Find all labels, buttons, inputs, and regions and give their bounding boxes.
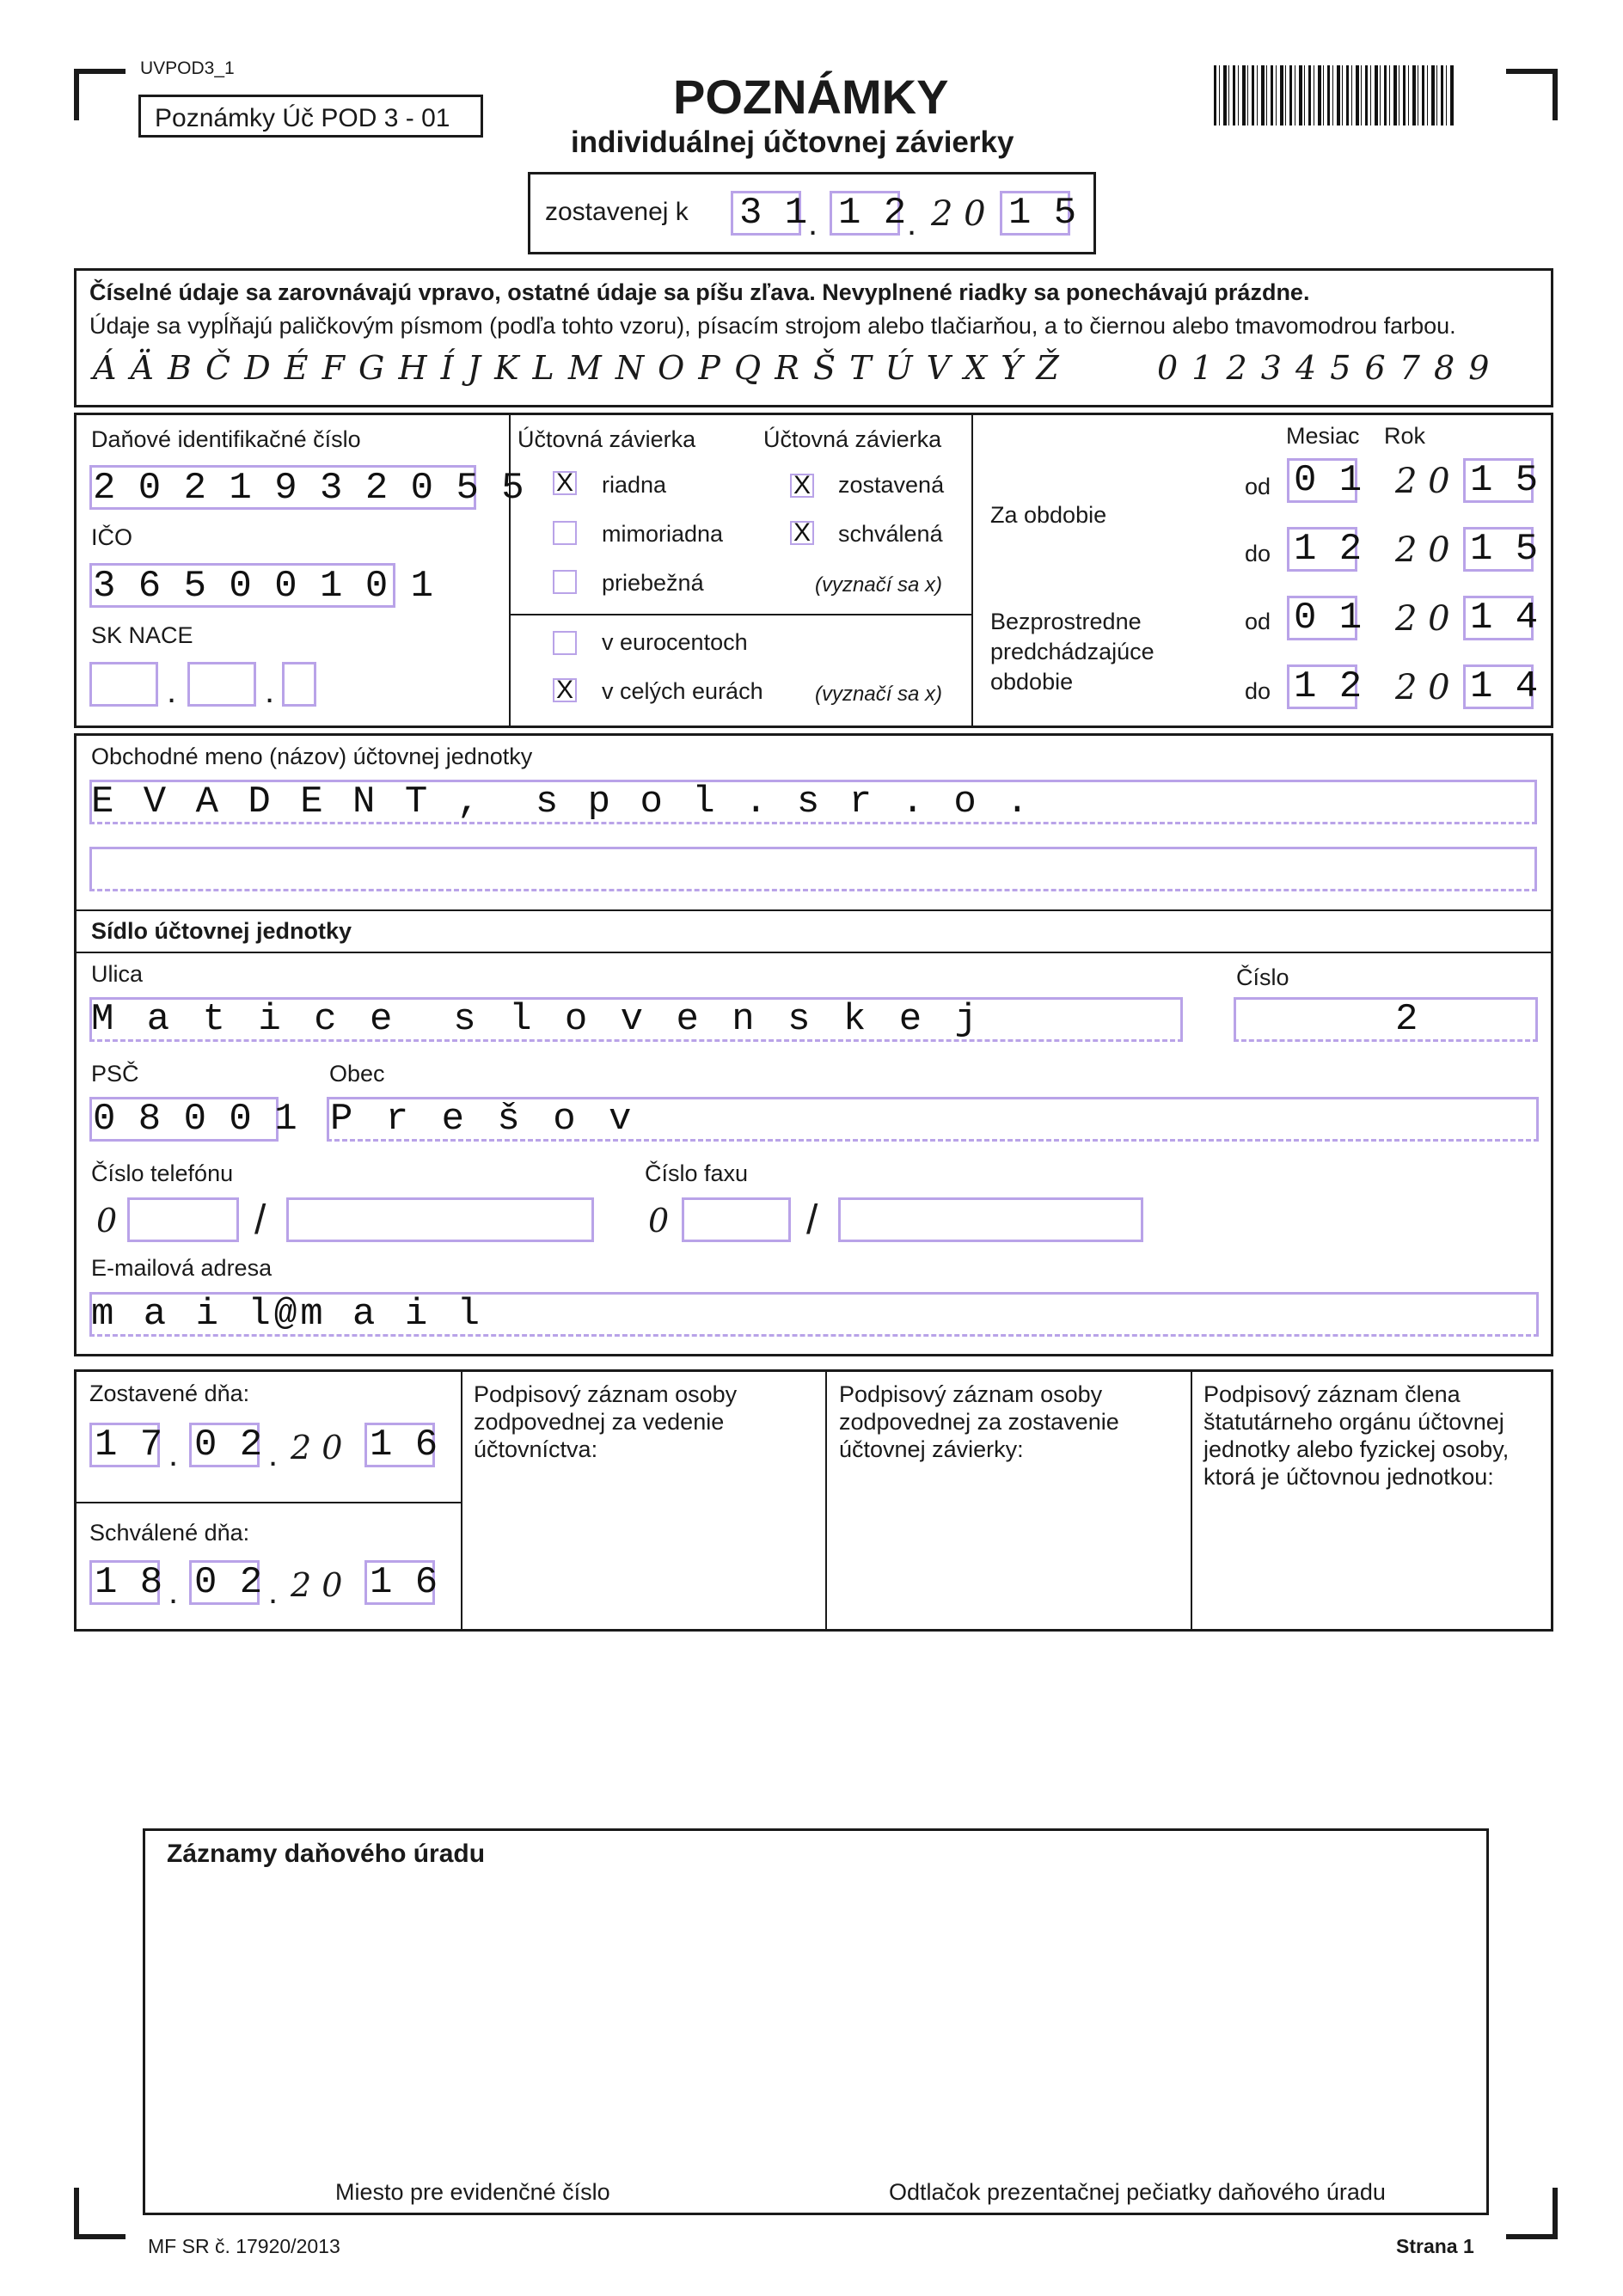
dot: . xyxy=(268,1436,279,1473)
page-title: POZNÁMKY xyxy=(673,70,949,124)
approved-date-label: Schválené dňa: xyxy=(89,1520,250,1546)
sample-alphabet: Á Ä B Č D É F G H Í J K L M N O P Q R Š T Ú V X Ý Ž xyxy=(93,349,1060,387)
mimoriadna-checkbox[interactable] xyxy=(553,521,577,545)
zostavena-label: zostavená xyxy=(838,472,945,498)
riadna-label: riadna xyxy=(602,472,667,498)
phone-area-field[interactable] xyxy=(127,1197,239,1242)
street-label: Ulica xyxy=(91,961,144,987)
sample-digits: 0 1 2 3 4 5 6 7 8 9 xyxy=(1157,349,1490,387)
approved-dd-value: 1 8 xyxy=(95,1561,163,1604)
celych-eurach-checkbox[interactable]: X xyxy=(553,678,577,702)
sk-nace-field-3[interactable] xyxy=(282,662,316,707)
eurocentoch-checkbox[interactable] xyxy=(553,631,577,655)
compiled-yy-value: 1 6 xyxy=(370,1424,438,1466)
cur-to-year-value: 1 5 xyxy=(1470,528,1539,571)
dot: . xyxy=(168,1436,179,1473)
riadna-checkbox[interactable]: X xyxy=(553,471,577,495)
fax-slash: / xyxy=(806,1197,818,1243)
form-code: UVPOD3_1 xyxy=(140,58,235,78)
corner-mark-top-right xyxy=(1506,69,1558,120)
approved-yy-value: 1 6 xyxy=(370,1561,438,1604)
fax-area-field[interactable] xyxy=(682,1197,791,1242)
od-label: od xyxy=(1245,609,1271,634)
compiled-year-value: 1 5 xyxy=(1008,192,1077,235)
barcode xyxy=(1214,65,1455,126)
phone-prefix: 0 xyxy=(96,1202,118,1240)
dot: . xyxy=(265,672,275,710)
sk-nace-field-1[interactable] xyxy=(89,662,158,707)
sk-nace-label: SK NACE xyxy=(91,622,193,648)
schvalena-checkbox[interactable]: X xyxy=(790,521,814,545)
phone-slash: / xyxy=(254,1197,266,1243)
compiled-label: zostavenej k xyxy=(545,198,689,226)
celych-eurach-label: v celých eurách xyxy=(602,678,763,704)
page-subtitle: individuálnej účtovnej závierky xyxy=(571,126,1014,159)
number-field[interactable] xyxy=(1234,997,1538,1042)
dic-value: 2 0 2 1 9 3 2 0 5 5 xyxy=(93,467,524,510)
number-value: 2 xyxy=(1395,998,1418,1041)
fax-label: Číslo faxu xyxy=(645,1160,749,1186)
compiled-date-label: Zostavené dňa: xyxy=(89,1381,250,1406)
phone-label: Číslo telefónu xyxy=(91,1160,234,1186)
obec-value: P r e š o v xyxy=(330,1098,637,1141)
sk-nace-field-2[interactable] xyxy=(187,662,256,707)
divider xyxy=(509,414,511,726)
cur-to-month-value: 1 2 xyxy=(1294,528,1363,571)
compiled-month-value: 1 2 xyxy=(838,192,907,235)
tax-office-section xyxy=(143,1828,1489,2215)
year-prefix: 2 0 xyxy=(1395,599,1450,639)
prev-to-month-value: 1 2 xyxy=(1294,665,1363,708)
page-number: Strana 1 xyxy=(1396,2235,1474,2257)
divider xyxy=(1191,1371,1192,1630)
eurocentoch-label: v eurocentoch xyxy=(602,629,748,655)
previous-period-label-1: Bezprostredne xyxy=(990,609,1142,634)
statement-col1-header: Účtovná závierka xyxy=(518,426,696,452)
psc-label: PSČ xyxy=(91,1061,139,1087)
do-label: do xyxy=(1245,541,1271,566)
compiled-mm-value: 0 2 xyxy=(194,1424,263,1466)
signature-accounting: Podpisový záznam osoby zodpovednej za vedenie účtovníctva: xyxy=(474,1381,738,1462)
mark-note-2: (vyznačí sa x) xyxy=(815,683,943,706)
previous-period-label-3: obdobie xyxy=(990,669,1074,695)
signature-statutory: Podpisový záznam člena štatutárneho orgánu účtovnej jednotky alebo fyzickej osoby, ktorá je účtovnou jednotkou: xyxy=(1203,1381,1510,1490)
priebezna-checkbox[interactable] xyxy=(553,570,577,594)
year-prefix: 2 0 xyxy=(1395,530,1450,570)
divider xyxy=(971,414,973,726)
compiled-dd-value: 1 7 xyxy=(95,1424,163,1466)
priebezna-label: priebežná xyxy=(602,570,704,596)
compiled-year-prefix: 2 0 xyxy=(931,194,986,234)
tax-office-title: Záznamy daňového úradu xyxy=(167,1840,486,1868)
divider xyxy=(76,909,1552,911)
phone-number-field[interactable] xyxy=(286,1197,594,1242)
psc-value: 0 8 0 0 1 xyxy=(93,1098,297,1141)
email-label: E-mailová adresa xyxy=(91,1255,273,1281)
cur-from-month-value: 0 1 xyxy=(1294,459,1363,502)
mimoriadna-label: mimoriadna xyxy=(602,521,724,547)
prev-from-month-value: 0 1 xyxy=(1294,597,1363,640)
form-id-box xyxy=(138,95,483,138)
mark-note: (vyznačí sa x) xyxy=(815,573,943,597)
corner-mark-top-left xyxy=(74,69,126,120)
form-id-text: Poznámky Úč POD 3 - 01 xyxy=(155,104,450,132)
dot: . xyxy=(907,205,917,242)
entity-name-label: Obchodné meno (názov) účtovnej jednotky xyxy=(91,744,533,769)
divider xyxy=(825,1371,827,1630)
divider xyxy=(511,614,971,615)
ico-value: 3 6 5 0 0 1 0 1 xyxy=(93,565,434,608)
month-header: Mesiac xyxy=(1286,423,1360,449)
cur-from-year-value: 1 5 xyxy=(1470,459,1539,502)
schvalena-label: schválená xyxy=(838,521,943,547)
signature-compiler: Podpisový záznam osoby zodpovednej za zostavenie účtovnej závierky: xyxy=(839,1381,1119,1462)
entity-name-line-2[interactable] xyxy=(89,847,1537,891)
instructions-line-1: Číselné údaje sa zarovnávajú vpravo, ostatné údaje sa píšu zľava. Nevyplnené riadky sa ponechávajú prázdne. xyxy=(89,279,1310,305)
street-value: M a t i c e s l o v e n s k e j xyxy=(91,998,983,1041)
obec-label: Obec xyxy=(329,1061,385,1087)
prev-to-year-value: 1 4 xyxy=(1470,665,1539,708)
seat-label: Sídlo účtovnej jednotky xyxy=(91,918,352,944)
prev-from-year-value: 1 4 xyxy=(1470,597,1539,640)
dic-label: Daňové identifikačné číslo xyxy=(91,426,361,452)
dot: . xyxy=(168,1573,179,1611)
compiled-yy-prefix: 2 0 xyxy=(291,1429,343,1466)
divider xyxy=(76,952,1552,953)
dot: . xyxy=(167,672,177,710)
footer-reference: MF SR č. 17920/2013 xyxy=(148,2235,340,2257)
divider xyxy=(461,1371,462,1630)
corner-mark-bottom-right xyxy=(1506,2188,1558,2239)
email-value: m a i l@m a i l xyxy=(91,1293,484,1336)
od-label: od xyxy=(1245,474,1271,499)
number-label: Číslo xyxy=(1236,964,1289,990)
evidence-number-label: Miesto pre evidenčné číslo xyxy=(335,2179,610,2205)
do-label: do xyxy=(1245,678,1271,704)
previous-period-label-2: predchádzajúce xyxy=(990,639,1154,664)
approved-yy-prefix: 2 0 xyxy=(291,1566,343,1604)
entity-name-value: E V A D E N T , s p o l . s r . o . xyxy=(91,781,1032,823)
year-prefix: 2 0 xyxy=(1395,462,1450,501)
entity-section xyxy=(74,733,1553,1356)
approved-mm-value: 0 2 xyxy=(194,1561,263,1604)
compiled-day-value: 3 1 xyxy=(739,192,808,235)
dot: . xyxy=(808,205,818,242)
fax-prefix: 0 xyxy=(648,1202,670,1240)
fax-number-field[interactable] xyxy=(838,1197,1143,1242)
ico-label: IČO xyxy=(91,524,133,550)
corner-mark-bottom-left xyxy=(74,2188,126,2239)
statement-col2-header: Účtovná závierka xyxy=(763,426,942,452)
instructions-line-2: Údaje sa vypĺňajú paličkovým písmom (podľa tohto vzoru), písacím strojom alebo tlačiarňou, a to čiernou alebo tmavomodrou farbou. xyxy=(89,313,1456,339)
dot: . xyxy=(268,1573,279,1611)
year-prefix: 2 0 xyxy=(1395,668,1450,707)
zostavena-checkbox[interactable]: X xyxy=(790,474,814,498)
divider xyxy=(76,1502,461,1503)
year-header: Rok xyxy=(1384,423,1426,449)
stamp-label: Odtlačok prezentačnej pečiatky daňového úradu xyxy=(889,2179,1386,2205)
current-period-label: Za obdobie xyxy=(990,502,1107,528)
